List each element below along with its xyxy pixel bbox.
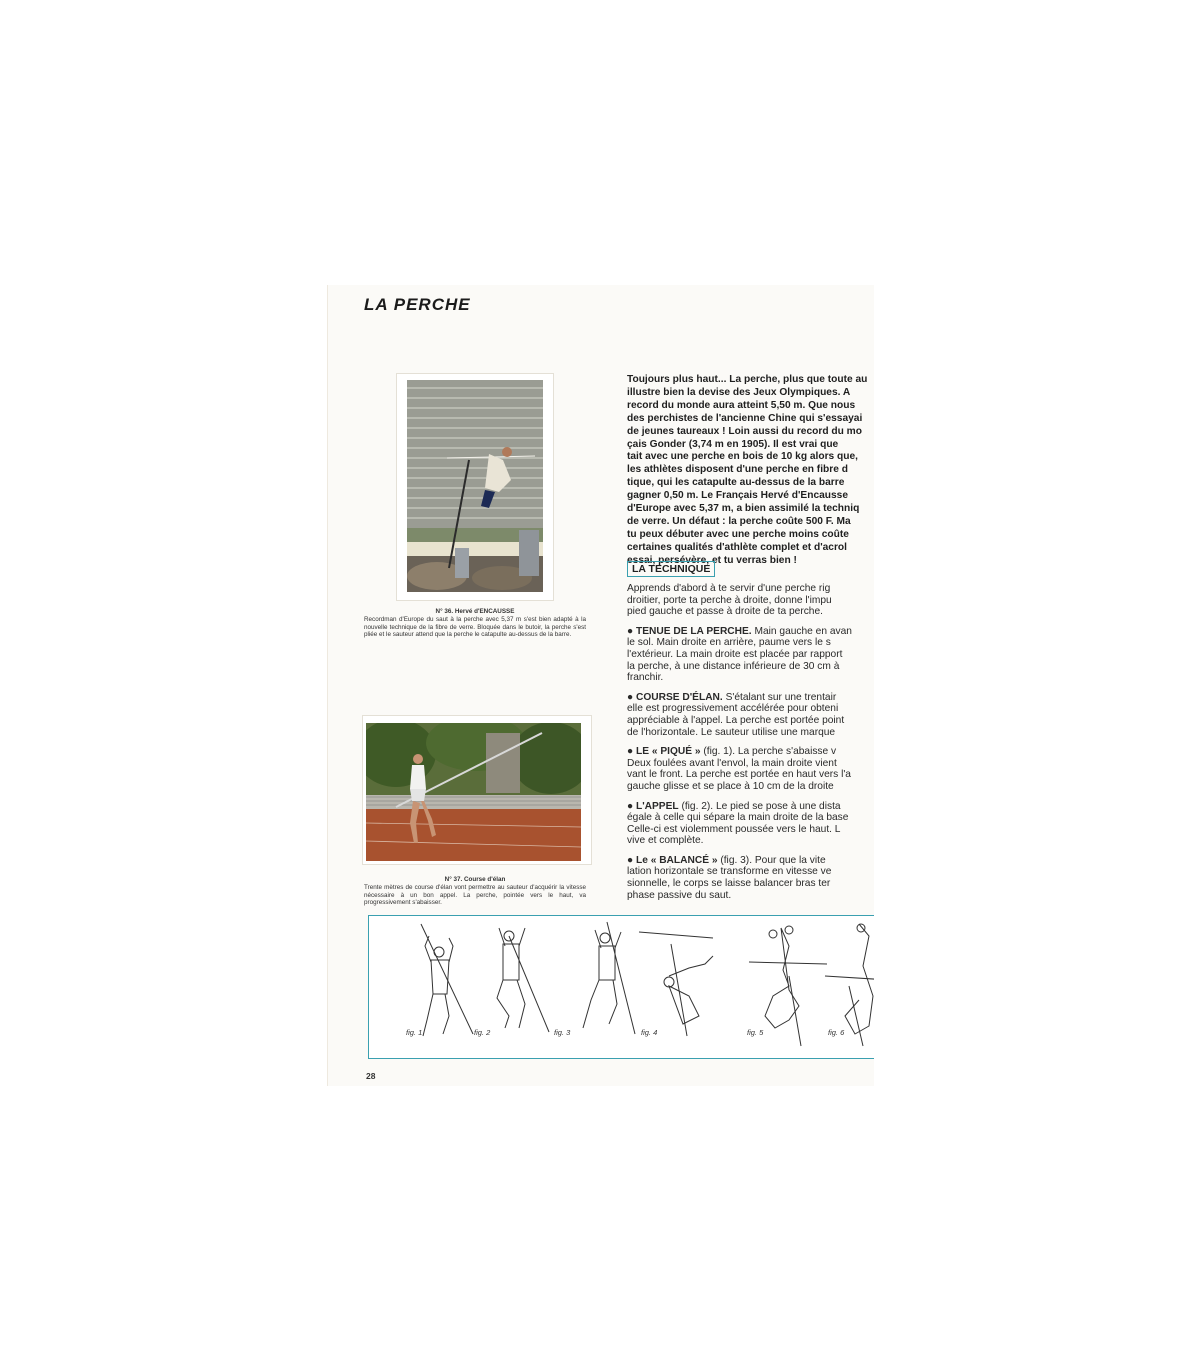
photo1-caption-head: N° 36. Hervé d'ENCAUSSE xyxy=(435,608,515,615)
intro-line: essai, persévère, et tu verras bien ! xyxy=(627,554,797,566)
page-number: 28 xyxy=(366,1071,376,1081)
intro-line: tique, qui les catapulte au-dessus de la barre xyxy=(627,477,845,489)
point-heading: ● TENUE DE LA PERCHE. xyxy=(627,625,752,637)
text-line: vive et complète. xyxy=(627,835,704,847)
intro-paragraph xyxy=(627,374,874,568)
book-page xyxy=(327,285,874,1086)
figure-label: fig. 1 xyxy=(406,1028,423,1037)
text-line: Main gauche en avan xyxy=(751,625,852,637)
point-heading: ● COURSE D'ÉLAN. xyxy=(627,691,723,703)
intro-line: les athlètes disposent d'une perche en fibre d xyxy=(627,464,848,476)
photo2-caption-text: Trente mètres de course d'élan vont permettre au sauteur d'acquérir la vitesse nécessaire à un bon appel. La perche, pointée vers le haut, va progressivement s'abaisser. xyxy=(364,884,586,906)
figure-label: fig. 6 xyxy=(828,1028,845,1037)
text-line: (fig. 3). Pour que la vite xyxy=(717,854,826,866)
photo2-caption xyxy=(364,876,586,906)
photo1-caption xyxy=(364,608,586,638)
intro-line: illustre bien la devise des Jeux Olympiques. A xyxy=(627,386,851,398)
text-line: l'extérieur. La main droite est placée par rapport xyxy=(627,648,843,660)
intro-line: des perchistes de l'ancienne Chine qui s'essayai xyxy=(627,412,863,424)
intro-line: certaines qualités d'athlète complet et d'acrol xyxy=(627,541,847,553)
figure-label: fig. 2 xyxy=(474,1028,491,1037)
intro-line: çais Gonder (3,74 m en 1905). Il est vrai que xyxy=(627,438,839,450)
intro-line: record du monde aura atteint 5,50 m. Que nous xyxy=(627,399,856,411)
text-line: S'étalant sur une trentair xyxy=(722,691,837,703)
intro-line: de verre. Un défaut : la perche coûte 500 F. Ma xyxy=(627,515,851,527)
text-line: vant le front. La perche est portée en haut vers l'a xyxy=(627,769,851,781)
figure-label: fig. 4 xyxy=(641,1028,658,1037)
page-title: LA PERCHE xyxy=(364,295,471,314)
point-pique xyxy=(627,746,874,792)
figure-label: fig. 5 xyxy=(747,1028,764,1037)
text-line: franchir. xyxy=(627,672,664,684)
point-course xyxy=(627,692,874,738)
point-tenue xyxy=(627,626,874,684)
text-line: Apprends d'abord à te servir d'une perche rig xyxy=(627,583,831,594)
intro-line: tait avec une perche en bois de 10 kg alors que, xyxy=(627,451,858,463)
intro-line: de jeunes taureaux ! Loin aussi du record du mo xyxy=(627,425,862,437)
text-line: phase passive du saut. xyxy=(627,889,732,901)
point-heading: ● L'APPEL xyxy=(627,800,679,812)
intro-line: tu peux débuter avec une perche moins coûte xyxy=(627,528,849,540)
figure-label: fig. 3 xyxy=(554,1028,571,1037)
text-line: gauche glisse et se place à 10 cm de la droite xyxy=(627,780,834,792)
text-line: de l'horizontale. Le sauteur utilise une marque xyxy=(627,726,836,738)
text-line: le sol. Main droite en arrière, paume vers le s xyxy=(627,637,831,649)
stadium-vault-image xyxy=(407,380,543,592)
text-line: droitier, porte ta perche à droite, donne l'impu xyxy=(627,594,832,606)
text-line: elle est progressivement accélérée pour obteni xyxy=(627,703,839,715)
point-heading: ● Le « BALANCÉ » xyxy=(627,854,718,866)
text-line: lation horizontale se transforme en vitesse ve xyxy=(627,866,832,878)
point-balance xyxy=(627,855,874,901)
section-title-technique: LA TECHNIQUE xyxy=(627,561,715,577)
point-heading: ● LE « PIQUÉ » xyxy=(627,746,701,758)
technique-intro xyxy=(627,583,874,618)
technique-body xyxy=(627,583,874,909)
text-line: pied gauche et passe à droite de ta perche. xyxy=(627,606,823,618)
photo1-caption-text: Recordman d'Europe du saut à la perche avec 5,37 m s'est bien adapté à la nouvelle technique de la fibre de verre. Bloquée dans le butoir, la perche s'est pliée et le sauteur attend que la perche le catapulte au-dessus de la barre. xyxy=(364,616,586,638)
vault-sequence-drawing xyxy=(369,916,874,1058)
text-line: Celle-ci est violemment poussée vers le haut. L xyxy=(627,823,841,835)
intro-line: Toujours plus haut... La perche, plus que toute au xyxy=(627,374,868,385)
text-line: égale à celle qui sépare la main droite de la base xyxy=(627,812,849,824)
photo-course-elan xyxy=(362,715,592,865)
figure-strip xyxy=(368,915,874,1059)
point-appel xyxy=(627,801,874,847)
text-line: appréciable à l'appel. La perche est portée point xyxy=(627,714,845,726)
text-line: sionnelle, le corps se laisse balancer bras ter xyxy=(627,878,831,890)
intro-line: d'Europe avec 5,37 m, a bien assimilé la techniq xyxy=(627,503,860,515)
intro-line: gagner 0,50 m. Le Français Hervé d'Encausse xyxy=(627,490,848,502)
text-line: la perche, à une distance inférieure de 30 cm à xyxy=(627,660,840,672)
photo2-caption-head: N° 37. Course d'élan xyxy=(444,876,506,883)
text-line: (fig. 1). La perche s'abaisse v xyxy=(700,746,837,758)
photo-herve-encausse xyxy=(396,373,554,601)
text-line: (fig. 2). Le pied se pose à une dista xyxy=(678,800,841,812)
text-line: Deux foulées avant l'envol, la main droite vient xyxy=(627,757,837,769)
run-up-image xyxy=(366,723,581,861)
